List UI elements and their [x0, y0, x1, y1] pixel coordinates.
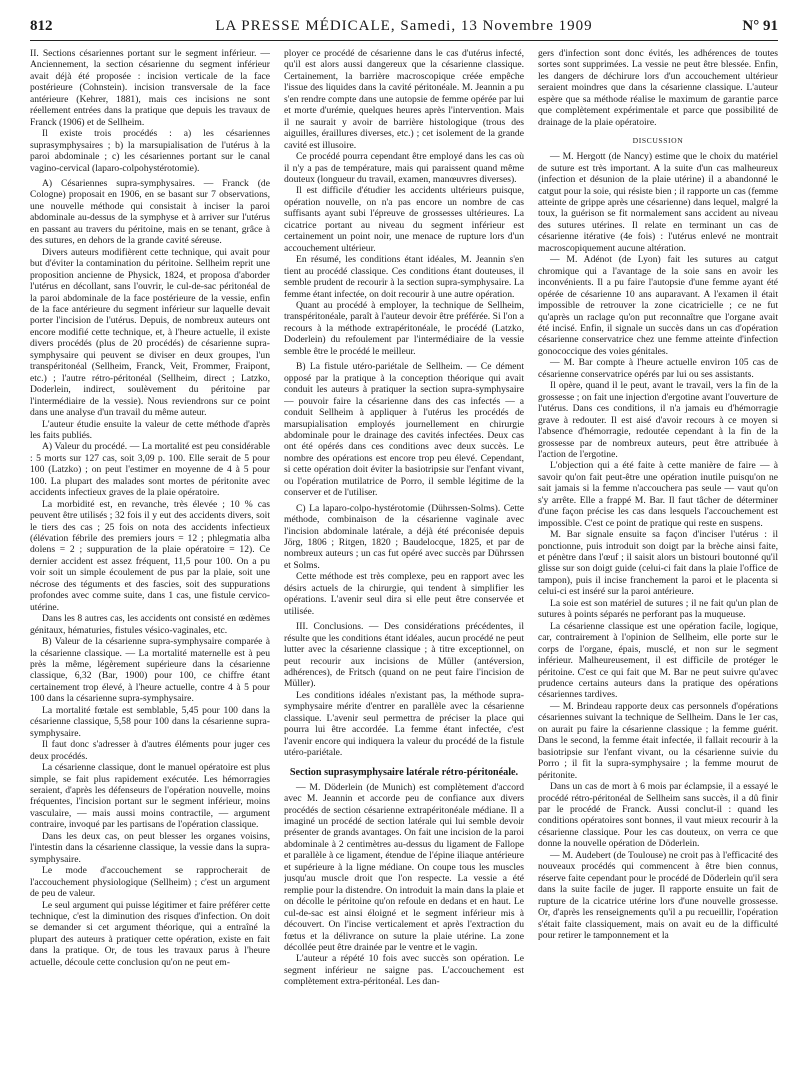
issue-number: N° 91: [742, 18, 778, 34]
paragraph: Ce procédé pourra cependant être employé dans les cas où il n'y a pas de température, mais qui paraissent quand même douteux (longueur du travail, examen, manœuvres diverses).: [284, 151, 524, 185]
paragraph: Le seul argument qui puisse légitimer et faire préférer cette technique, c'est la diminution des risques d'infection. On doit se demander si cet argument théorique, qui a entraîné la plupart des auteurs à pratiquer cette opération, existe en fait dans la pratique. Or, de tous les travaux parus à l'heure actuelle, découle cette conclusion qu'on ne peut em-: [30, 899, 270, 968]
paragraph: L'objection qui a été faite à cette manière de faire — à savoir qu'on fait peut-être une opération inutile puisqu'on ne sait jamais si la femme n'accouchera pas seule — vaut qu'on s'y arrête. Elle a frappé M. Bar. Il faut tâcher de déterminer d'une façon précise les cas dans lesquels l'accouchement est impossible. C'est ce point de pratique qui reste en suspens.: [538, 460, 778, 529]
paragraph: — M. Hergott (de Nancy) estime que le choix du matériel de suture est très important. A la suite d'un cas malheureux (infection et désunion de la plaie utérine) il a abandonné le catgut pour la soie, qui résiste bien ; il rapporte un cas (femme atteinte de grippe après une césarienne) dans lequel, malgré la toux, la guérison se fit normalement sans accident au niveau des sutures utérines. Il relate en terminant un cas de césarienne itérative (4e fois) : l'utérus enlevé ne montrait macroscopiquement aucune altération.: [538, 151, 778, 254]
article-columns: [30, 48, 778, 1074]
paragraph: Les conditions idéales n'existant pas, la méthode supra-symphysaire mérite d'entrer en parallèle avec la césarienne classique. L'avenir seul permettra de préciser la place qui pourra lui être accordée. La femme étant infectée, c'est l'avenir encore qui indiquera la valeur du procédé de la fistule utéro-pariétale.: [284, 689, 524, 759]
paragraph: III. Conclusions. — Des considérations précédentes, il résulte que les conditions étant idéales, aucun procédé ne peut lutter avec la césarienne classique ; à titre exceptionnel, on peut recourir aux incisions de Müller (antéversion, adhérences), de Fritsch (quand on ne peut faire l'incision de Müller).: [284, 621, 524, 690]
paragraph: En résumé, les conditions étant idéales, M. Jeannin s'en tient au procédé classique. Ces conditions étant douteuses, il semble prudent de recourir à la section supra-symphysaire. La femme étant infectée, on doit recourir à une autre opération.: [284, 254, 524, 300]
column-3: [538, 48, 778, 1074]
paragraph: Cette méthode est très complexe, peu en rapport avec les désirs actuels de la chirurgie, qui tendent à simplifier les opérations. L'avenir seul dira si elle peut être conservée et utilisée.: [284, 571, 524, 617]
paragraph: L'auteur étudie ensuite la valeur de cette méthode d'après les faits publiés.: [30, 418, 270, 441]
paragraph: Il est difficile d'étudier les accidents ultérieurs puisque, opération nouvelle, on n'a pas encore un nombre de cas suffisants ayant subi l'épreuve de grossesses ultérieures. La cicatrice portant au niveau du segment inférieur est certainement un point noir, une menace de rupture lors d'un accouchement ultérieur.: [284, 185, 524, 254]
section-heading: DISCUSSION: [632, 136, 684, 146]
paragraph: La morbidité est, en revanche, très élevée ; 10 % cas peuvent être utilisés ; 32 fois il y eut des accidents divers, soit le tiers des cas ; 25 fois on nota des accidents infectieux (élévation fébrile des premiers jours = 12 ; phlegmatia alba dolens = 2 ; suppuration de la plaie opératoire = 12). Ce dernier accident est assez fréquent, 11,5 pour 100. On a pu voir soit un simple écoulement de pus par la plaie, soit une nécrose des téguments et des fascies, soit des suppurations profondes avec comme suite, dans 1 cas, une fistule cervico-utérine.: [30, 498, 270, 613]
page-number: 812: [30, 18, 53, 34]
paragraph: Dans les 8 autres cas, les accidents ont consisté en œdèmes génitaux, hématuries, fistules vésico-vaginales, etc.: [30, 613, 270, 636]
paragraph: — M. Audebert (de Toulouse) ne croit pas à l'efficacité des nouveaux procédés qui commencent à être bien connus, réserve faite cependant pour le procédé de Döderlein qu'il sera dans la suite facile de juger. Il rapporte ensuite un fait de rupture de la cicatrice utérine lors d'une nouvelle grossesse. Or, d'après les renseignements qu'il a pu recueillir, l'opération s'était faite classiquement, mais on avait eu de la difficulté pour retirer le tamponnement et la: [538, 849, 778, 941]
paragraph: Il opère, quand il le peut, avant le travail, vers la fin de la grossesse ; on fait une injection d'ergotine avant l'ouverture de l'utérus. Dans ces conditions, il n'a jamais eu d'hémorragie grave à redouter. Il est aisé d'avoir recours à ce moyen si l'absence d'hémorragie, redoutée cependant à la fin de la grossesse par de nombreux auteurs, peut être attribuée à l'action de l'ergotine.: [538, 380, 778, 460]
paragraph: La mortalité fœtale est semblable, 5,45 pour 100 dans la césarienne classique, 5,58 pour 100 dans la césarienne supra-symphysaire.: [30, 704, 270, 739]
journal-title: LA PRESSE MÉDICALE, Samedi, 13 Novembre 1909: [215, 18, 593, 34]
paragraph: ployer ce procédé de césarienne dans le cas d'utérus infecté, qu'il est alors aussi dangereux que la césarienne classique. Certainement, la barrière macroscopique créée empêche l'issue des liquides dans la cavité péritonéale. M. Jeannin a pu s'en rendre compte dans une autopsie de femme opérée par lui et morte d'urémie, quelques heures après l'intervention. Mais il ne saurait y avoir de barrière histologique (trous des aiguilles, éraillures diverses, etc.) ; cet isolement de la grande cavité est illusoire.: [284, 48, 524, 151]
paragraph: II. Sections césariennes portant sur le segment inférieur. — Anciennement, la section césarienne du segment inférieur avait déjà été proposée : incision verticale de la face postérieure (Cohnstein). incision transversale de la face antérieure (Kehrer, 1881), mais ces incisions ne sont réellement entrées dans la pratique que depuis les travaux de Franck (1906) et de Sellheim.: [30, 48, 270, 128]
column-1: [30, 48, 270, 1074]
paragraph: gers d'infection sont donc évités, les adhérences de toutes sortes sont supprimées. La vessie ne peut être blessée. Enfin, les dangers de déchirure lors d'un accouchement ultérieur seraient moindres que dans la césarienne classique. L'auteur espère que sa méthode réalise le maximum de garantie parce que complètement expérimentale et parce que possibilité de drainage de la plaie opératoire.: [538, 48, 778, 128]
paragraph: La soie est son matériel de sutures ; il ne fait qu'un plan de sutures à points séparés ne perforant pas la muqueuse.: [538, 597, 778, 621]
paragraph: — M. Brindeau rapporte deux cas personnels d'opérations césariennes suivant la technique de Sellheim. Dans le 1er cas, on aurait pu faire la césarienne classique ; la femme guérit. Dans le second, la femme était infectée, il fallait recourir à la basiotripsie sur l'enfant vivant, ou la césarienne suivie du Porro ; il fit la supra-symphysaire ; la femme mourut de péritonite.: [538, 700, 778, 781]
paragraph: Dans un cas de mort à 6 mois par éclampsie, il a essayé le procédé rétro-péritonéal de Sellheim sans succès, il a dû finir par le procédé de Franck. Aussi conclut-il : quand les conditions opératoires sont bonnes, il vaut mieux recourir à la césarienne classique. Pour les cas douteux, on verra ce que donne la nouvelle opération de Döderlein.: [538, 781, 778, 850]
paragraph: M. Bar signale ensuite sa façon d'inciser l'utérus : il ponctionne, puis introduit son doigt par la brèche ainsi faite, et pénètre dans l'œuf ; il saisit alors un bistouri boutonné qu'il glisse sur son doigt guide (celui-ci fait dans la plaie l'office de tampon), puis il incise franchement la paroi et le placenta si celui-ci est inséré sur la paroi antérieure.: [538, 529, 778, 598]
paragraph: L'auteur a répété 10 fois avec succès son opération. Le segment inférieur ne saigne pas. L'accouchement est complètement extra-péritonéal. Les dan-: [284, 953, 524, 988]
running-header: [30, 18, 778, 41]
paragraph: La césarienne classique est une opération facile, logique, car, contrairement à l'opinion de Sellheim, elle porte sur le corps de l'organe, épais, musclé, et non sur le segment inférieur. Malheureusement, il est difficile de protéger le péritoine. C'est ce qui fait que M. Bar ne peut suivre qu'avec prudence certains auteurs dans la pratique des opérations césariennes tardives.: [538, 620, 778, 701]
paragraph: La césarienne classique, dont le manuel opératoire est plus simple, se fait plus rapidement exécutée. Les hémorragies seraient, d'après les défenseurs de l'opération nouvelle, moins fréquentes, l'incision portant sur le segment inférieur, moins vasculaire, — mais aussi moins contractile, — argument contraire, invoqué par les partisans de l'opération classique.: [30, 762, 270, 831]
paragraph: A) Césariennes supra-symphysaires. — Franck (de Cologne) proposait en 1906, en se basant sur 7 observations, une nouvelle méthode qui consistait à inciser la paroi abdominale au-dessus de la symphyse et à arriver sur l'utérus en passant au travers du péritoine, mais en se tenant, grâce à des sutures, en dehors de la grande cavité séreuse.: [30, 177, 270, 247]
paragraph: Divers auteurs modifièrent cette technique, qui avait pour but d'éviter la contamination du péritoine. Sellheim reprit une proposition ancienne de Physick, 1824, et proposa d'aborder l'utérus en décollant, sans l'ouvrir, le cul-de-sac péritonéal de la paroi abdominale de la face postérieure de la vessie, enfin de la face antérieure du segment inférieur sur laquelle devait porter l'incision de l'utérus. Depuis, de nombreux auteurs ont encore modifié cette technique, et, à l'heure actuelle, il existe divers procédés (plus de 20 procédés) de césarienne supra-symphysaire qui peuvent se diviser en deux groupes, l'un transpéritonéal (Sellheim, Franck, Veit, Frommer, Fraipont, etc.) ; l'autre rétro-péritonéal (Sellheim, direct ; Latzko, Doderlein, indirect, soulèvement du péritoine par l'intermédiaire de la vessie). Nous reviendrons sur ce point dans une analyse d'un travail du même auteur.: [30, 246, 270, 419]
column-2: [284, 48, 524, 1074]
paragraph: Le mode d'accouchement se rapprocherait de l'accouchement physiologique (Sellheim) ; c'est un argument de peu de valeur.: [30, 865, 270, 900]
paragraph: — M. Adénot (de Lyon) fait les sutures au catgut chromique qui a l'avantage de la soie sans en avoir les inconvénients. Il a pu faire l'autopsie d'une femme ayant été opérée de césarienne 10 ans auparavant. A l'examen il était impossible de retrouver la zone cicatricielle ; ce ne fut qu'après un raclage qu'on put reconnaître que l'organe avait été incisé. Enfin, il signale un succès dans un cas d'opération césarienne conservatrice chez une femme atteinte d'infection gonococcique des voies génitales.: [538, 254, 778, 357]
paragraph: C) La laparo-colpo-hystérotomie (Dührssen-Solms). Cette méthode, combinaison de la césarienne vaginale avec l'incision abdominale latérale, a déjà été préconisée depuis Jörg, 1806 ; Ritgen, 1820 ; Baudelocque, 1825, et par de nombreux auteurs ; un cas fut opéré avec succès par Dührssen et Solms.: [284, 502, 524, 571]
paragraph: Il existe trois procédés : a) les césariennes suprasymphysaires ; b) la marsupialisation de l'utérus à la paroi abdominale ; c) les césariennes portant sur le canal vagino-cervical (laparo-colpohystérotomie).: [30, 128, 270, 174]
paragraph: B) La fistule utéro-pariétale de Sellheim. — Ce dément opposé par la pratique à la conception théorique qui avait conduit les auteurs à pratiquer la section supra-symphysaire — pouvoir faire la césarienne dans des cas infectés — a conduit Sellheim à appliquer à l'utérus les procédés de marsupialisation employés journellement en chirurgie abdominale pour le drainage des cavités infectées. Deux cas ont été opérés dans ces conditions avec deux succès. Le nombre des opérations est encore trop peu élevé. Cependant, si cette opération doit éviter la basiotripsie sur l'enfant vivant, ou l'opération mutilatrice de Porro, il semble légitime de la conserver et de l'utiliser.: [284, 361, 524, 499]
paragraph: Quant au procédé à employer, la technique de Sellheim, transpéritonéale, paraît à l'auteur devoir être préférée. Si l'on a recours à la méthode extrapéritonéale, le procédé (Latzko, Doderlein) du refoulement par l'intermédiaire de la vessie semble être le procédé le meilleur.: [284, 299, 524, 357]
paragraph: — M. Bar compte à l'heure actuelle environ 105 cas de césarienne conservatrice opérés par lui ou ses assistants.: [538, 357, 778, 380]
paragraph: — M. Döderlein (de Munich) est complètement d'accord avec M. Jeannin et accorde peu de confiance aux divers procédés de section césarienne extrapéritonéale médiane. Il a imaginé un procédé de section latérale qui lui semble devoir présenter de grands avantages. On fait une incision de la paroi abdominale à 2 centimètres au-dessus du ligament de Fallope et parallèle à ce ligament, étendue de l'épine iliaque antérieure et supérieure à la ligne médiane. On coupe tous les muscles jusqu'au muscle droit que l'on respecte. La vessie a été remplie pour la distendre. On introduit la main dans la plaie et on décolle le péritoine qu'on refoule en dedans et en haut. Le cul-de-sac est ainsi éloigné et le segment inférieur mis à découvert. On l'incise verticalement et après l'extraction du fœtus et la délivrance on suture la plaie utérine. La zone décollée peut être drainée par le ventre et le vagin.: [284, 781, 524, 953]
paragraph: Dans les deux cas, on peut blesser les organes voisins, l'intestin dans la césarienne classique, la vessie dans la supra-symphysaire.: [30, 830, 270, 865]
paragraph: A) Valeur du procédé. — La mortalité est peu considérable : 5 morts sur 127 cas, soit 3,09 p. 100. Elle serait de 5 pour 100 (Latzko) ; on peut l'estimer en moyenne de 4 à 5 pour 100. La plupart des malades sont mortes de péritonite avec accidents infectieux graves de la plaie opératoire.: [30, 441, 270, 499]
section-heading: Section suprasymphysaire latérale rétro-péritonéale.: [289, 766, 519, 778]
paragraph: B) Valeur de la césarienne supra-symphysaire comparée à la césarienne classique. — La mortalité maternelle est à peu près la même, légèrement supérieure dans la césarienne classique, 6,32 (Bar, 1900) pour 100, ce chiffre étant certainement trop élevé, à l'heure actuelle, contre 4 à 5 pour 100 dans la césarienne supra-symphysaire.: [30, 636, 270, 705]
paragraph: Il faut donc s'adresser à d'autres éléments pour juger ces deux procédés.: [30, 739, 270, 762]
